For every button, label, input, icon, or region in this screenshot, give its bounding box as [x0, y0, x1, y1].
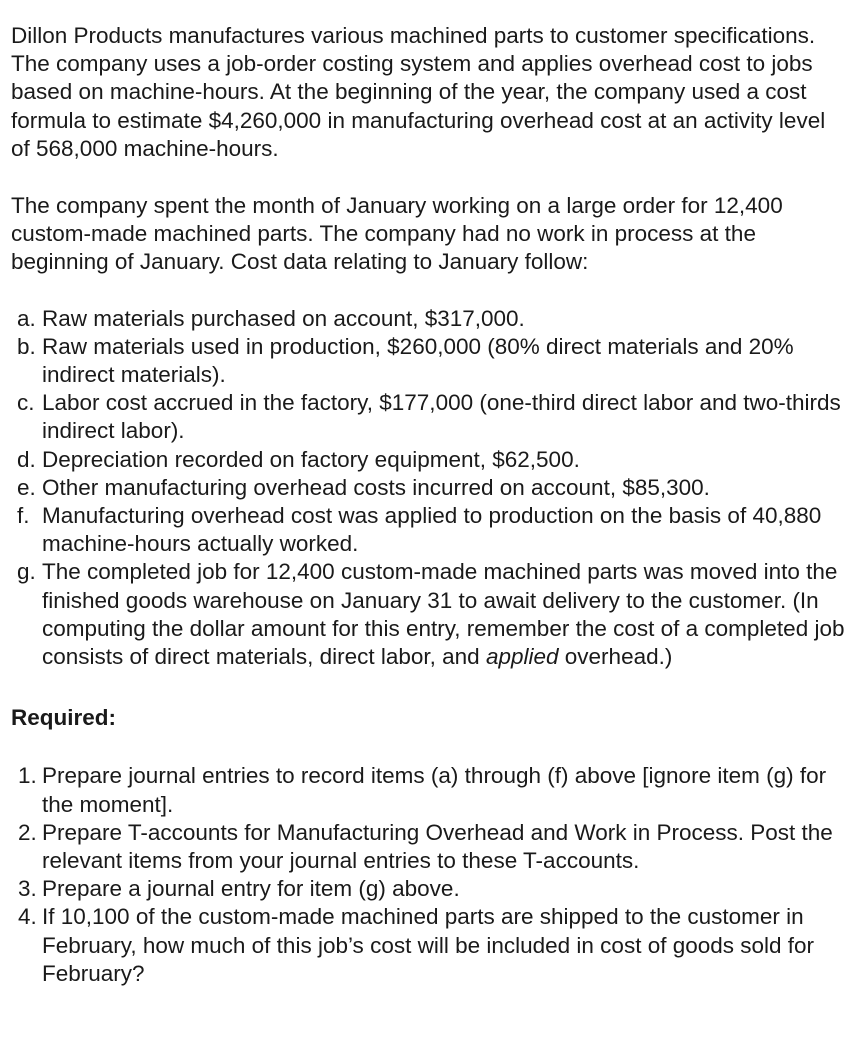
cost-item-b	[11, 333, 846, 389]
item-marker: f.	[17, 503, 30, 529]
required-heading: Required:	[11, 705, 117, 731]
required-marker: 3.	[18, 876, 37, 902]
item-text: Labor cost accrued in the factory, $177,000 (one-third direct labor and two-thirds indirect labor).	[42, 390, 841, 444]
required-item-4	[11, 903, 846, 988]
item-text-before: The completed job for 12,400 custom-made machined parts was moved into the finished goods warehouse on January 31 to await delivery to the customer. (In computing the dollar amount for this entry, remember the cost of a completed job consists of direct materials, direct labor, and	[42, 559, 845, 670]
required-item-3	[11, 875, 846, 903]
cost-item-g	[11, 558, 846, 671]
required-list	[11, 762, 846, 988]
required-marker: 1.	[18, 763, 37, 789]
item-text-after: overhead.)	[558, 644, 673, 670]
required-text: Prepare a journal entry for item (g) above.	[42, 876, 460, 902]
item-marker: d.	[17, 446, 36, 472]
item-text: Manufacturing overhead cost was applied to production on the basis of 40,880 machine-hours actually worked.	[42, 503, 822, 557]
required-text: If 10,100 of the custom-made machined parts are shipped to the customer in February, how much of this job’s cost will be included in cost of goods sold for February?	[42, 904, 815, 986]
item-text: Raw materials used in production, $260,000 (80% direct materials and 20% indirect materials).	[42, 333, 794, 388]
cost-item-a	[11, 305, 846, 333]
item-marker: g.	[17, 559, 36, 585]
item-text: Depreciation recorded on factory equipment, $62,500.	[42, 446, 580, 472]
item-text	[42, 559, 845, 669]
item-text: Other manufacturing overhead costs incurred on account, $85,300.	[42, 474, 710, 500]
cost-item-c	[11, 389, 846, 445]
required-item-2	[11, 819, 846, 875]
required-item-1	[11, 762, 846, 818]
item-marker: c.	[17, 390, 35, 416]
item-marker: a.	[17, 305, 36, 331]
intro-paragraph-1: Dillon Products manufactures various machined parts to customer specifications. The company uses a job-order costing system and applies overhead cost to jobs based on machine-hours. At the beginning of the year, the company used a cost formula to estimate $4,260,000 in manufacturing overhead cost at an activity level of 568,000 machine-hours.	[11, 23, 826, 161]
item-marker: e.	[17, 474, 36, 500]
cost-item-d	[11, 446, 846, 474]
required-text: Prepare journal entries to record items (a) through (f) above [ignore item (g) for the moment].	[42, 763, 827, 817]
item-text-emphasis: applied	[485, 644, 559, 670]
required-marker: 4.	[18, 904, 37, 930]
item-text: Raw materials purchased on account, $317,000.	[42, 305, 525, 331]
item-marker: b.	[17, 333, 36, 359]
cost-item-f	[11, 502, 846, 558]
cost-item-e	[11, 474, 846, 502]
required-text: Prepare T-accounts for Manufacturing Overhead and Work in Process. Post the relevant items from your journal entries to these T-accounts.	[42, 819, 833, 874]
required-marker: 2.	[18, 819, 37, 845]
intro-paragraph-2: The company spent the month of January working on a large order for 12,400 custom-made machined parts. The company had no work in process at the beginning of January. Cost data relating to January follow:	[11, 193, 783, 275]
cost-data-list	[11, 305, 846, 672]
